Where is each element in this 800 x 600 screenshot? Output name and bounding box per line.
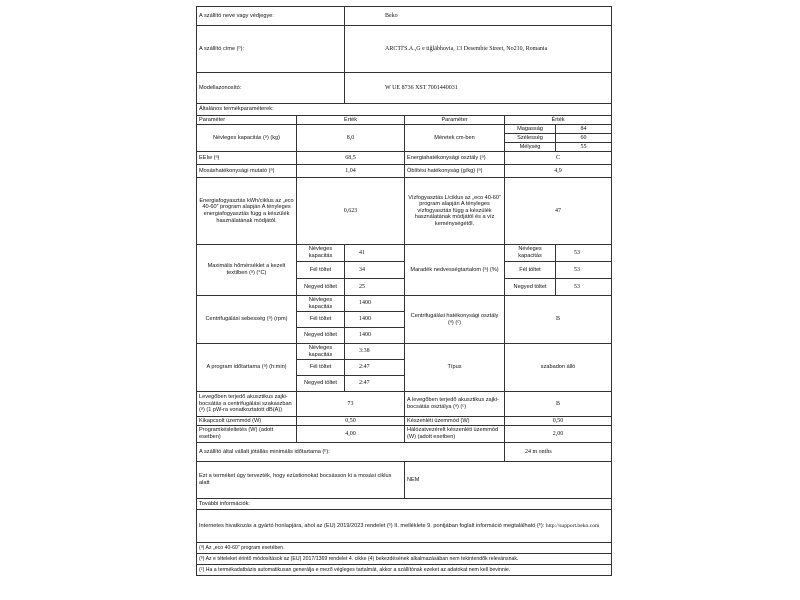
warranty-label: A szállító által vállalt jótállás minimális időtartama (ᵇ):	[197, 443, 505, 462]
type-value: szabadon álló	[505, 344, 612, 392]
info-link-label: Internetes hivatkozás a gyártó honlapjára, ahol az (EU) 2019/2023 rendelet (ᵇ) II. melléklete 9. pontjában foglalt információ megtalálható (ᵇ):	[199, 522, 545, 529]
moisture-label: Maradék nedvességtartalom (ᵃ) (%)	[405, 245, 505, 296]
width-value: 60	[556, 134, 612, 143]
footnote-3: (ᶜ) Ha a termékadatbázis automatikusan generálja e mező végleges tartalmát, akkor a szállítónak ezeket az adatokat nem kell bevinnie.	[197, 565, 612, 576]
duration-label: A program időtartama (ᵃ) (h:min)	[197, 344, 297, 392]
delay-label: Programkésleltetés (W) (adott esetben)	[197, 426, 297, 443]
noise-label: Levegőben terjedő akusztikus zajki-bocsátás a centrifugálási szakaszban (ᵃ) (1 pW-ra vonatkoztatott dB(A))	[197, 392, 297, 417]
spin-class-label: Centrifugálási hatékonysági osztály (ᵃ) (ᶜ)	[405, 296, 505, 344]
model-value: W UE 8736 XST 7001440031	[345, 73, 612, 104]
duration-half-value: 2:47	[345, 360, 405, 376]
footnote-row-1	[197, 543, 612, 554]
spin-label: Centrifugálási sebesség (ᵃ) (rpm)	[197, 296, 297, 344]
max-temp-half-label: Fél töltet	[297, 262, 345, 279]
address-label: A szállító címe (ᵇ):	[197, 26, 345, 73]
silver-ion-label: Ezt a terméket úgy tervezték, hogy ezüstionokat bocsásson ki a mosási ciklus alatt	[197, 462, 405, 499]
moisture-quarter-value: 53	[556, 279, 612, 296]
spin-rated-value: 1400	[345, 296, 405, 312]
footnote-row-2	[197, 554, 612, 565]
info-link-cell	[197, 510, 612, 543]
consumption-row	[197, 178, 612, 245]
height-label: Magasság	[505, 125, 556, 134]
model-label: Modellazonosító:	[197, 73, 345, 104]
column-header-value-2: Érték	[505, 116, 612, 125]
capacity-value: 8,0	[297, 125, 405, 152]
general-title: Általános termékparaméterek:	[197, 104, 612, 116]
rinse-label: Öblítési hatékonyság (g/kg) (ᵃ)	[405, 165, 505, 178]
duration-quarter-value: 2:47	[345, 376, 405, 392]
silver-ion-row	[197, 462, 612, 499]
noise-class-label: A levegőben terjedő akusztikus zajki-bocsátás osztálya (ᵃ) (ᶜ)	[405, 392, 505, 417]
spin-half-value: 1400	[345, 312, 405, 328]
info-title-row	[197, 499, 612, 510]
network-standby-label: Hálózatvezérelt készenléti üzemmód (W) (adott esetben)	[405, 426, 505, 443]
spin-quarter-label: Negyed töltet	[297, 328, 345, 344]
off-mode-label: Kikapcsolt üzemmód (W)	[197, 417, 297, 426]
eei-value: 68,5	[297, 152, 405, 165]
info-title: További információk:	[197, 499, 612, 510]
energy-consumption-label: Energiafogyasztás kWh/ciklus az „eco 40-60” program alapján A tényleges energiafogyasztás függ a készülék használatának módjától.	[197, 178, 297, 245]
type-label: Típus	[405, 344, 505, 392]
product-data-table	[196, 6, 612, 576]
delay-value: 4,00	[297, 426, 405, 443]
width-label: Szélesség	[505, 134, 556, 143]
supplier-value: Beko	[345, 7, 612, 26]
warranty-value: 24 m onths	[505, 443, 612, 462]
moisture-quarter-label: Negyed töltet	[505, 279, 556, 296]
duration-quarter-label: Negyed töltet	[297, 376, 345, 392]
column-header-row	[197, 116, 612, 125]
height-value: 84	[556, 125, 612, 134]
supplier-label: A szállító neve vagy védjegye:	[197, 7, 345, 26]
dimensions-label: Méretek cm-ben	[405, 125, 505, 152]
moisture-half-value: 53	[556, 262, 612, 279]
moisture-rated-value: 53	[556, 245, 612, 262]
silver-ion-value: NEM	[405, 462, 612, 499]
address-row	[197, 26, 612, 73]
rinse-value: 4,9	[505, 165, 612, 178]
spin-class-value: B	[505, 296, 612, 344]
energy-class-label: Energiahatékonysági osztály (ᵃ)	[405, 152, 505, 165]
spin-row-rated	[197, 296, 612, 312]
general-title-row	[197, 104, 612, 116]
off-mode-row	[197, 417, 612, 426]
capacity-label: Névleges kapacitás (ᵃ) (kg)	[197, 125, 297, 152]
duration-half-label: Fél töltet	[297, 360, 345, 376]
column-header-parameter: Paraméter	[197, 116, 297, 125]
duration-rated-value: 3:38	[345, 344, 405, 360]
info-link-row	[197, 510, 612, 543]
moisture-half-label: Fél töltet	[505, 262, 556, 279]
capacity-row	[197, 125, 612, 134]
spin-quarter-value: 1400	[345, 328, 405, 344]
wash-index-value: 1,04	[297, 165, 405, 178]
column-header-value: Érték	[297, 116, 405, 125]
energy-consumption-value: 0,623	[297, 178, 405, 245]
supplier-row	[197, 7, 612, 26]
column-header-parameter-2: Paraméter	[405, 116, 505, 125]
standby-value: 0,50	[505, 417, 612, 426]
max-temp-quarter-value: 25	[345, 279, 405, 296]
depth-value: 55	[556, 143, 612, 152]
noise-value: 73	[297, 392, 405, 417]
network-standby-value: 2,00	[505, 426, 612, 443]
max-temp-label: Maximális hőmérséklet a kezelt textilben (ᵃ) (°C)	[197, 245, 297, 296]
spin-half-label: Fél töltet	[297, 312, 345, 328]
address-value: ARCTİ'S.A.,G e tiğlābhovia, 13 Desembie Street, No210, Romania	[345, 26, 612, 73]
footnote-1: (ᵃ) Az „eco 40-60” program esetében.	[197, 543, 612, 554]
noise-row	[197, 392, 612, 417]
moisture-rated-label: Névleges kapacitás	[505, 245, 556, 262]
warranty-row	[197, 443, 612, 462]
max-temp-rated-label: Névleges kapacitás	[297, 245, 345, 262]
duration-row-rated	[197, 344, 612, 360]
spin-rated-label: Névleges kapacitás	[297, 296, 345, 312]
depth-label: Mélység	[505, 143, 556, 152]
footnote-row-3	[197, 565, 612, 576]
energy-class-value: C	[505, 152, 612, 165]
product-information-sheet	[196, 6, 611, 576]
delay-row	[197, 426, 612, 443]
support-link[interactable]: http://support.beko.com	[545, 522, 600, 529]
wash-index-row	[197, 165, 612, 178]
eei-label: EEIw (ᵃ)	[197, 152, 297, 165]
eei-row	[197, 152, 612, 165]
wash-index-label: Mosáshatékonysági mutató (ᵃ)	[197, 165, 297, 178]
max-temp-quarter-label: Negyed töltet	[297, 279, 345, 296]
footnote-2: (ᵇ) Az e tételeket érintő módosítások az (EU) 2017/1369 rendelet 4. cikke (4) bekezdésének alkalmazásában nem tekintendők relevánsnak.	[197, 554, 612, 565]
max-temp-rated-value: 41	[345, 245, 405, 262]
duration-rated-label: Névleges kapacitás	[297, 344, 345, 360]
model-row	[197, 73, 612, 104]
noise-class-value: B	[505, 392, 612, 417]
water-consumption-value: 47	[505, 178, 612, 245]
water-consumption-label: Vízfogyasztás L/ciklus az „eco 40-60” program alapján A tényleges vízfogyasztás függ a készülék használatának módjától és a víz keménységétől.	[405, 178, 505, 245]
off-mode-value: 0,50	[297, 417, 405, 426]
max-temp-row-rated	[197, 245, 612, 262]
standby-label: Készenléti üzemmód (W)	[405, 417, 505, 426]
max-temp-half-value: 34	[345, 262, 405, 279]
